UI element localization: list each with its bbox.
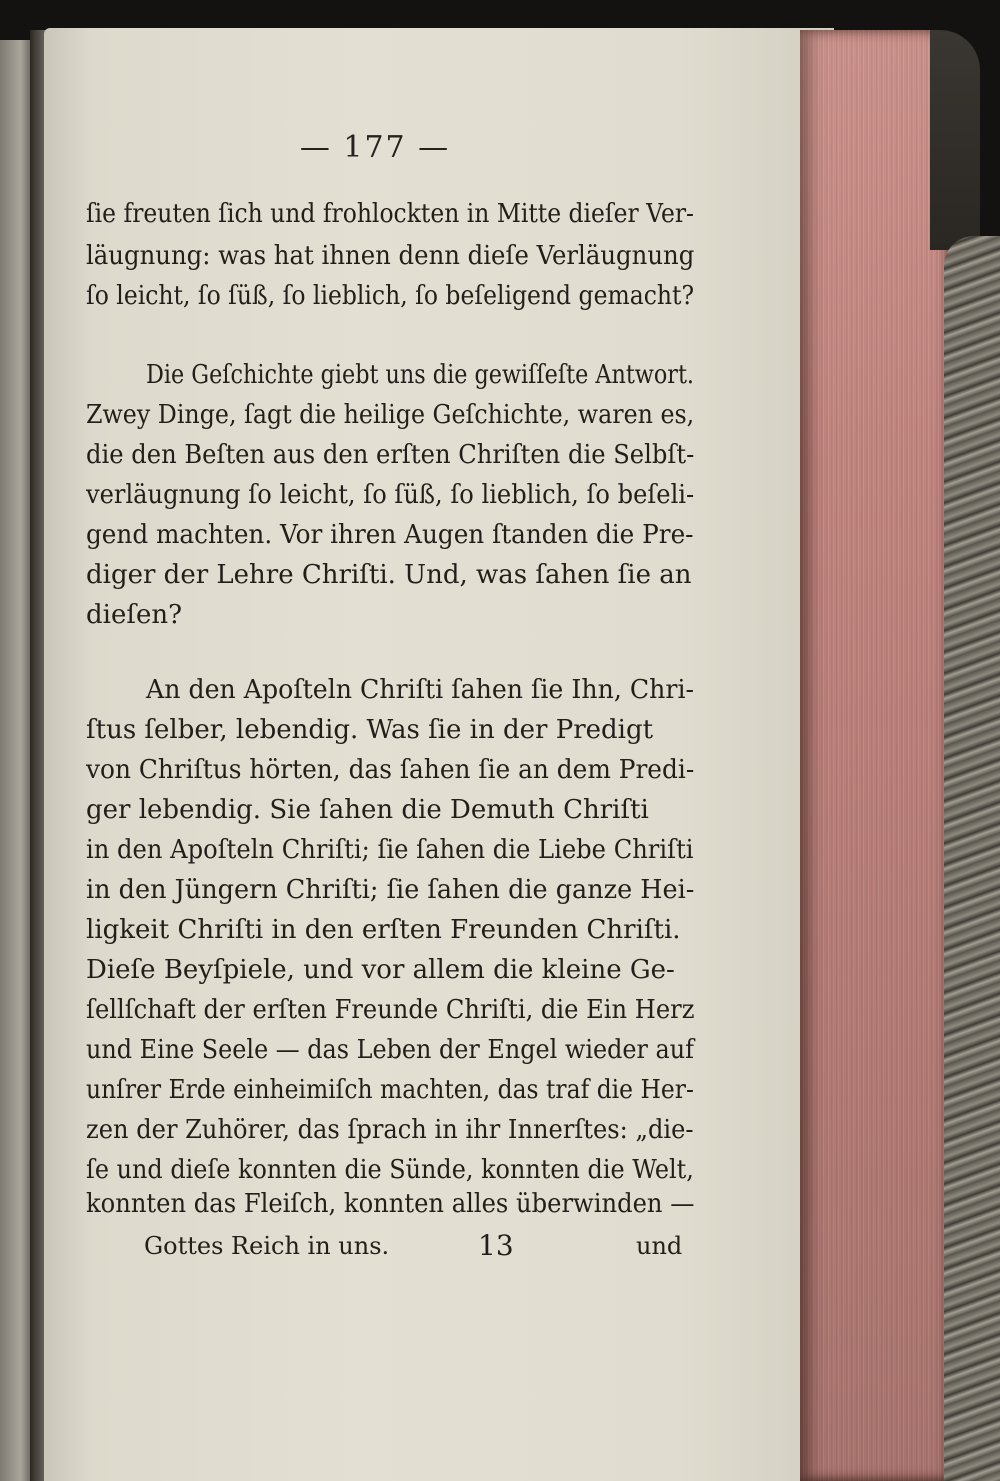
marbled-cover: [944, 236, 1000, 1481]
text-line: in den Apoſteln Chriſti; ſie ſahen die Liebe Chriſti: [86, 835, 694, 865]
page-header: — 177 —: [299, 130, 451, 165]
signature-title: Gottes Reich in uns.: [144, 1232, 390, 1260]
text-line: ſe und dieſe konnten die Sünde, konnten die Welt,: [86, 1155, 694, 1185]
text-line: Dieſe Beyſpiele, und vor allem die kleine Ge-: [86, 955, 675, 985]
left-page-edge: [0, 40, 34, 1481]
text-line: und Eine Seele — das Leben der Engel wieder auf: [86, 1035, 694, 1065]
text-line: gend machten. Vor ihren Augen ſtanden die Pre-: [86, 520, 694, 550]
text-line: An den Apoſteln Chriſti ſahen ſie Ihn, Chri-: [146, 675, 695, 705]
text-line: Zwey Dinge, ſagt die heilige Geſchichte, waren es,: [86, 400, 695, 430]
text-line: zen der Zuhörer, das ſprach in ihr Innerſtes: „die-: [86, 1115, 694, 1145]
text-line: ger lebendig. Sie ſahen die Demuth Chriſti: [86, 795, 649, 825]
text-line: diger der Lehre Chriſti. Und, was ſahen ſie an: [86, 560, 692, 590]
text-line: die den Beſten aus den erſten Chriſten die Selbſt-: [86, 440, 695, 470]
text-line: dieſen?: [86, 600, 183, 630]
page-footer: [86, 1228, 694, 1264]
text-line: verläugnung ſo leicht, ſo ſüß, ſo lieblich, ſo beſeli-: [86, 480, 695, 510]
text-line: konnten das Fleiſch, konnten alles überwinden —: [86, 1189, 695, 1219]
text-line: ſtus ſelber, lebendig. Was ſie in der Predigt: [86, 715, 654, 745]
text-line: ſie freuten ſich und frohlockten in Mitte dieſer Ver-: [86, 199, 694, 229]
text-line: von Chriſtus hörten, das ſahen ſie an dem Predi-: [86, 755, 695, 785]
text-line: ſo leicht, ſo ſüß, ſo lieblich, ſo beſeligend gemacht?: [86, 281, 695, 311]
cover-corner: [930, 30, 980, 250]
signature-number: 13: [478, 1229, 514, 1262]
text-line: läugnung: was hat ihnen denn dieſe Verläugnung: [86, 241, 695, 271]
catchword: und: [636, 1232, 683, 1260]
text-line: Die Geſchichte giebt uns die gewiſſeſte Antwort.: [146, 360, 695, 390]
text-line: unſrer Erde einheimiſch machten, das traf die Her-: [86, 1075, 694, 1105]
text-line: in den Jüngern Chriſti; ſie ſahen die ganze Hei-: [86, 875, 695, 905]
text-line: ſellſchaft der erſten Freunde Chriſti, die Ein Herz: [86, 995, 695, 1025]
text-line: ligkeit Chriſti in den erſten Freunden Chriſti.: [86, 915, 681, 945]
